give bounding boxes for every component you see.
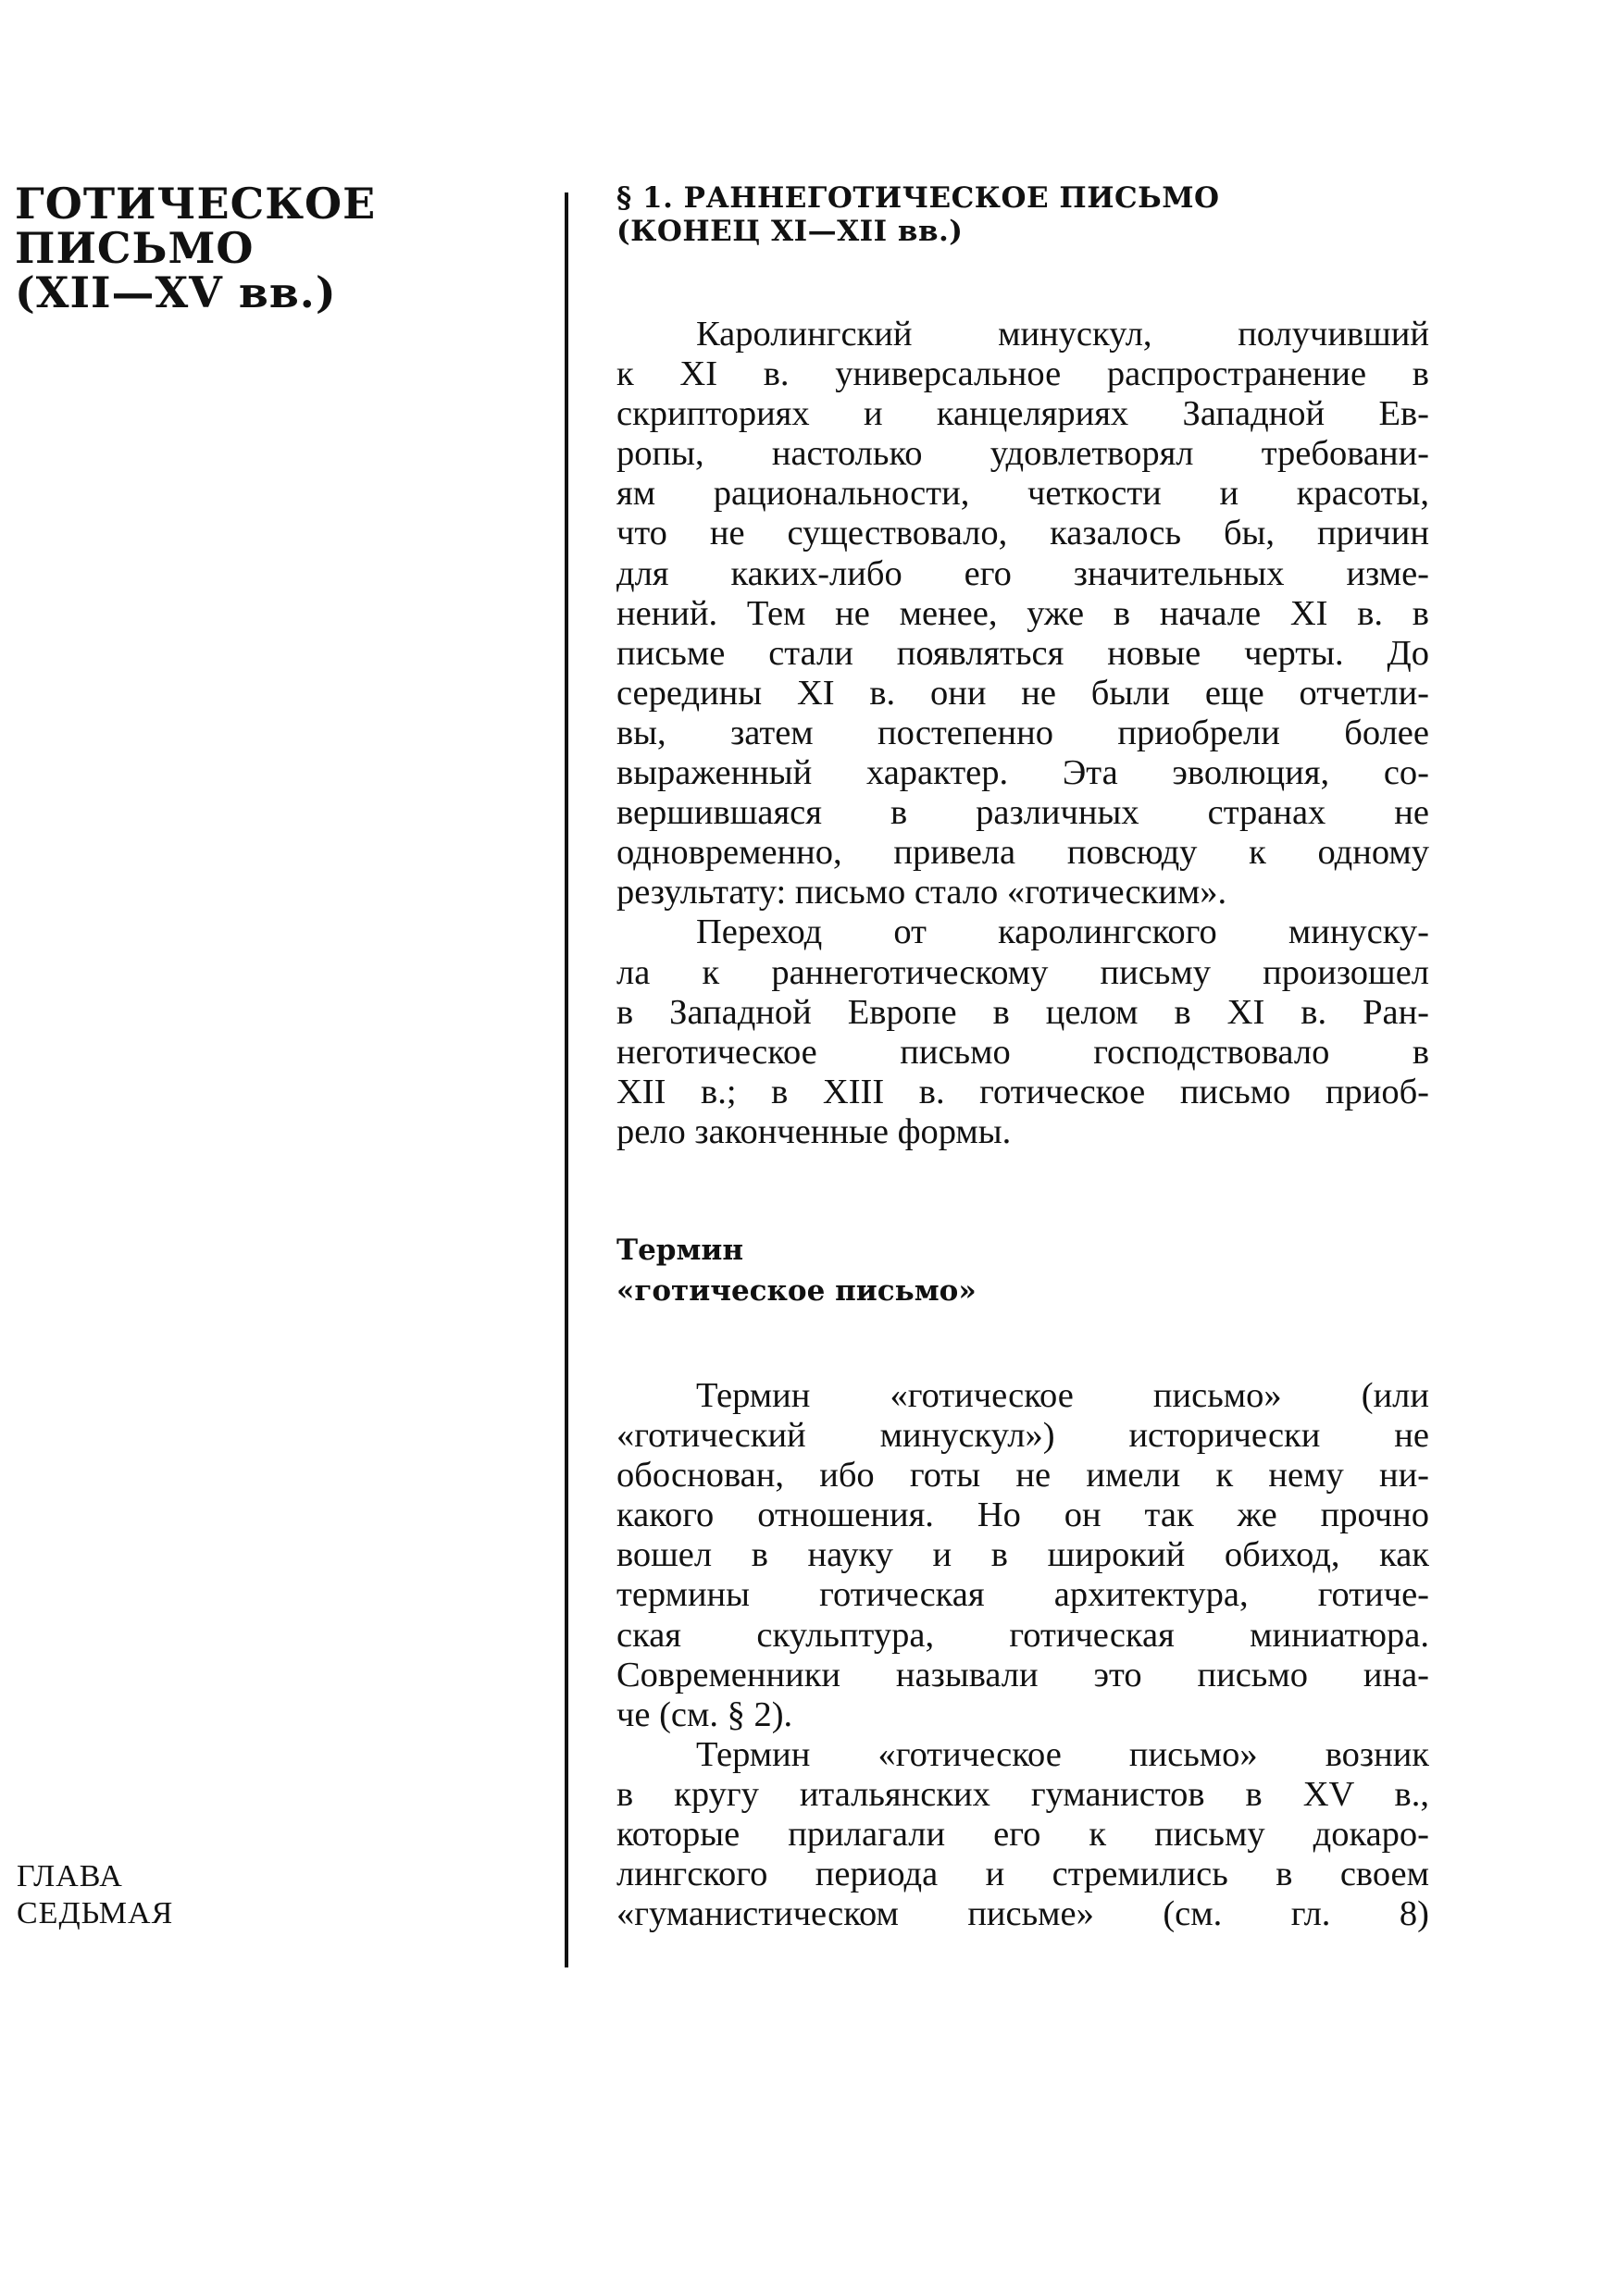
chapter-number-line: СЕДЬМАЯ xyxy=(17,1896,174,1930)
column-divider xyxy=(565,192,568,1967)
text-line: Переход от каролингского минуску- xyxy=(696,912,1429,952)
text-line: нений. Тем не менее, уже в начале XI в. в xyxy=(616,593,1429,633)
text-line: «готический минускул») исторически не xyxy=(616,1416,1429,1456)
chapter-title-line: ПИСЬМО xyxy=(15,223,255,273)
chapter-number-line: ГЛАВА xyxy=(17,1859,123,1893)
paragraph xyxy=(616,1735,1429,1934)
text-line: результату: письмо стало «готическим». xyxy=(616,873,1227,912)
section-heading xyxy=(616,181,1429,248)
text-line: ла к раннеготическому письму произошел xyxy=(616,952,1429,992)
text-line: Каролингский минускул, получивший xyxy=(696,315,1429,354)
text-line: рело законченные формы. xyxy=(616,1111,1012,1151)
subsection-heading-line: «готическое письмо» xyxy=(616,1273,977,1308)
text-line: «гуманистическом письме» (см. гл. 8) xyxy=(616,1894,1429,1934)
text-line: термины готическая архитектура, готиче- xyxy=(616,1575,1429,1615)
main-text-column xyxy=(616,181,1429,1934)
paragraph xyxy=(616,912,1429,1152)
section-heading-line: § 1. РАННЕГОТИЧЕСКОЕ ПИСЬМО xyxy=(616,181,1220,215)
text-line: XII в.; в XIII в. готическое письмо приоб- xyxy=(616,1072,1429,1111)
text-line: середины XI в. они не были еще отчетли- xyxy=(616,673,1429,713)
text-line: ропы, настолько удовлетворял требовани- xyxy=(616,434,1429,474)
text-line: вошел в науку и в широкий обиход, как xyxy=(616,1535,1429,1575)
text-line: ская скульптура, готическая миниатюра. xyxy=(616,1615,1429,1655)
text-line: которые прилагали его к письму докаро- xyxy=(616,1815,1429,1854)
text-line: вы, затем постепенно приобрели более xyxy=(616,713,1429,752)
chapter-number xyxy=(17,1858,294,1932)
chapter-title xyxy=(15,181,404,315)
text-line: че (см. § 2). xyxy=(616,1694,793,1734)
text-line: какого отношения. Но он так же прочно xyxy=(616,1496,1429,1535)
text-line: в кругу итальянских гуманистов в XV в., xyxy=(616,1774,1429,1814)
subsection-heading xyxy=(616,1230,1429,1311)
text-line: выраженный характер. Эта эволюция, со- xyxy=(616,753,1429,793)
subsection-heading-line: Термин xyxy=(616,1233,744,1267)
text-line: обоснован, ибо готы не имели к нему ни- xyxy=(616,1456,1429,1496)
text-line: что не существовало, казалось бы, причин xyxy=(616,514,1429,553)
text-line: одновременно, привела повсюду к одному xyxy=(616,833,1429,873)
text-line: неготическое письмо господствовало в xyxy=(616,1032,1429,1072)
text-line: для каких-либо его значительных изме- xyxy=(616,553,1429,593)
text-line: в Западной Европе в целом в XI в. Ран- xyxy=(616,992,1429,1032)
text-line: Термин «готическое письмо» (или xyxy=(696,1375,1429,1415)
section-heading-line: (КОНЕЦ XI—XII вв.) xyxy=(616,215,964,248)
chapter-title-line: (XII—XV вв.) xyxy=(15,267,337,317)
text-line: скрипториях и канцеляриях Западной Ев- xyxy=(616,394,1429,434)
text-line: Термин «готическое письмо» возник xyxy=(696,1734,1429,1774)
paragraph xyxy=(616,1376,1429,1735)
text-line: ям рациональности, четкости и красоты, xyxy=(616,474,1429,514)
paragraph xyxy=(616,315,1429,912)
text-line: лингского периода и стремились в своем xyxy=(616,1855,1429,1894)
text-line: письме стали появляться новые черты. До xyxy=(616,633,1429,673)
text-line: вершившаяся в различных странах не xyxy=(616,793,1429,833)
text-line: к XI в. универсальное распространение в xyxy=(616,354,1429,394)
chapter-title-line: ГОТИЧЕСКОЕ xyxy=(15,179,377,229)
text-line: Современники называли это письмо ина- xyxy=(616,1655,1429,1694)
